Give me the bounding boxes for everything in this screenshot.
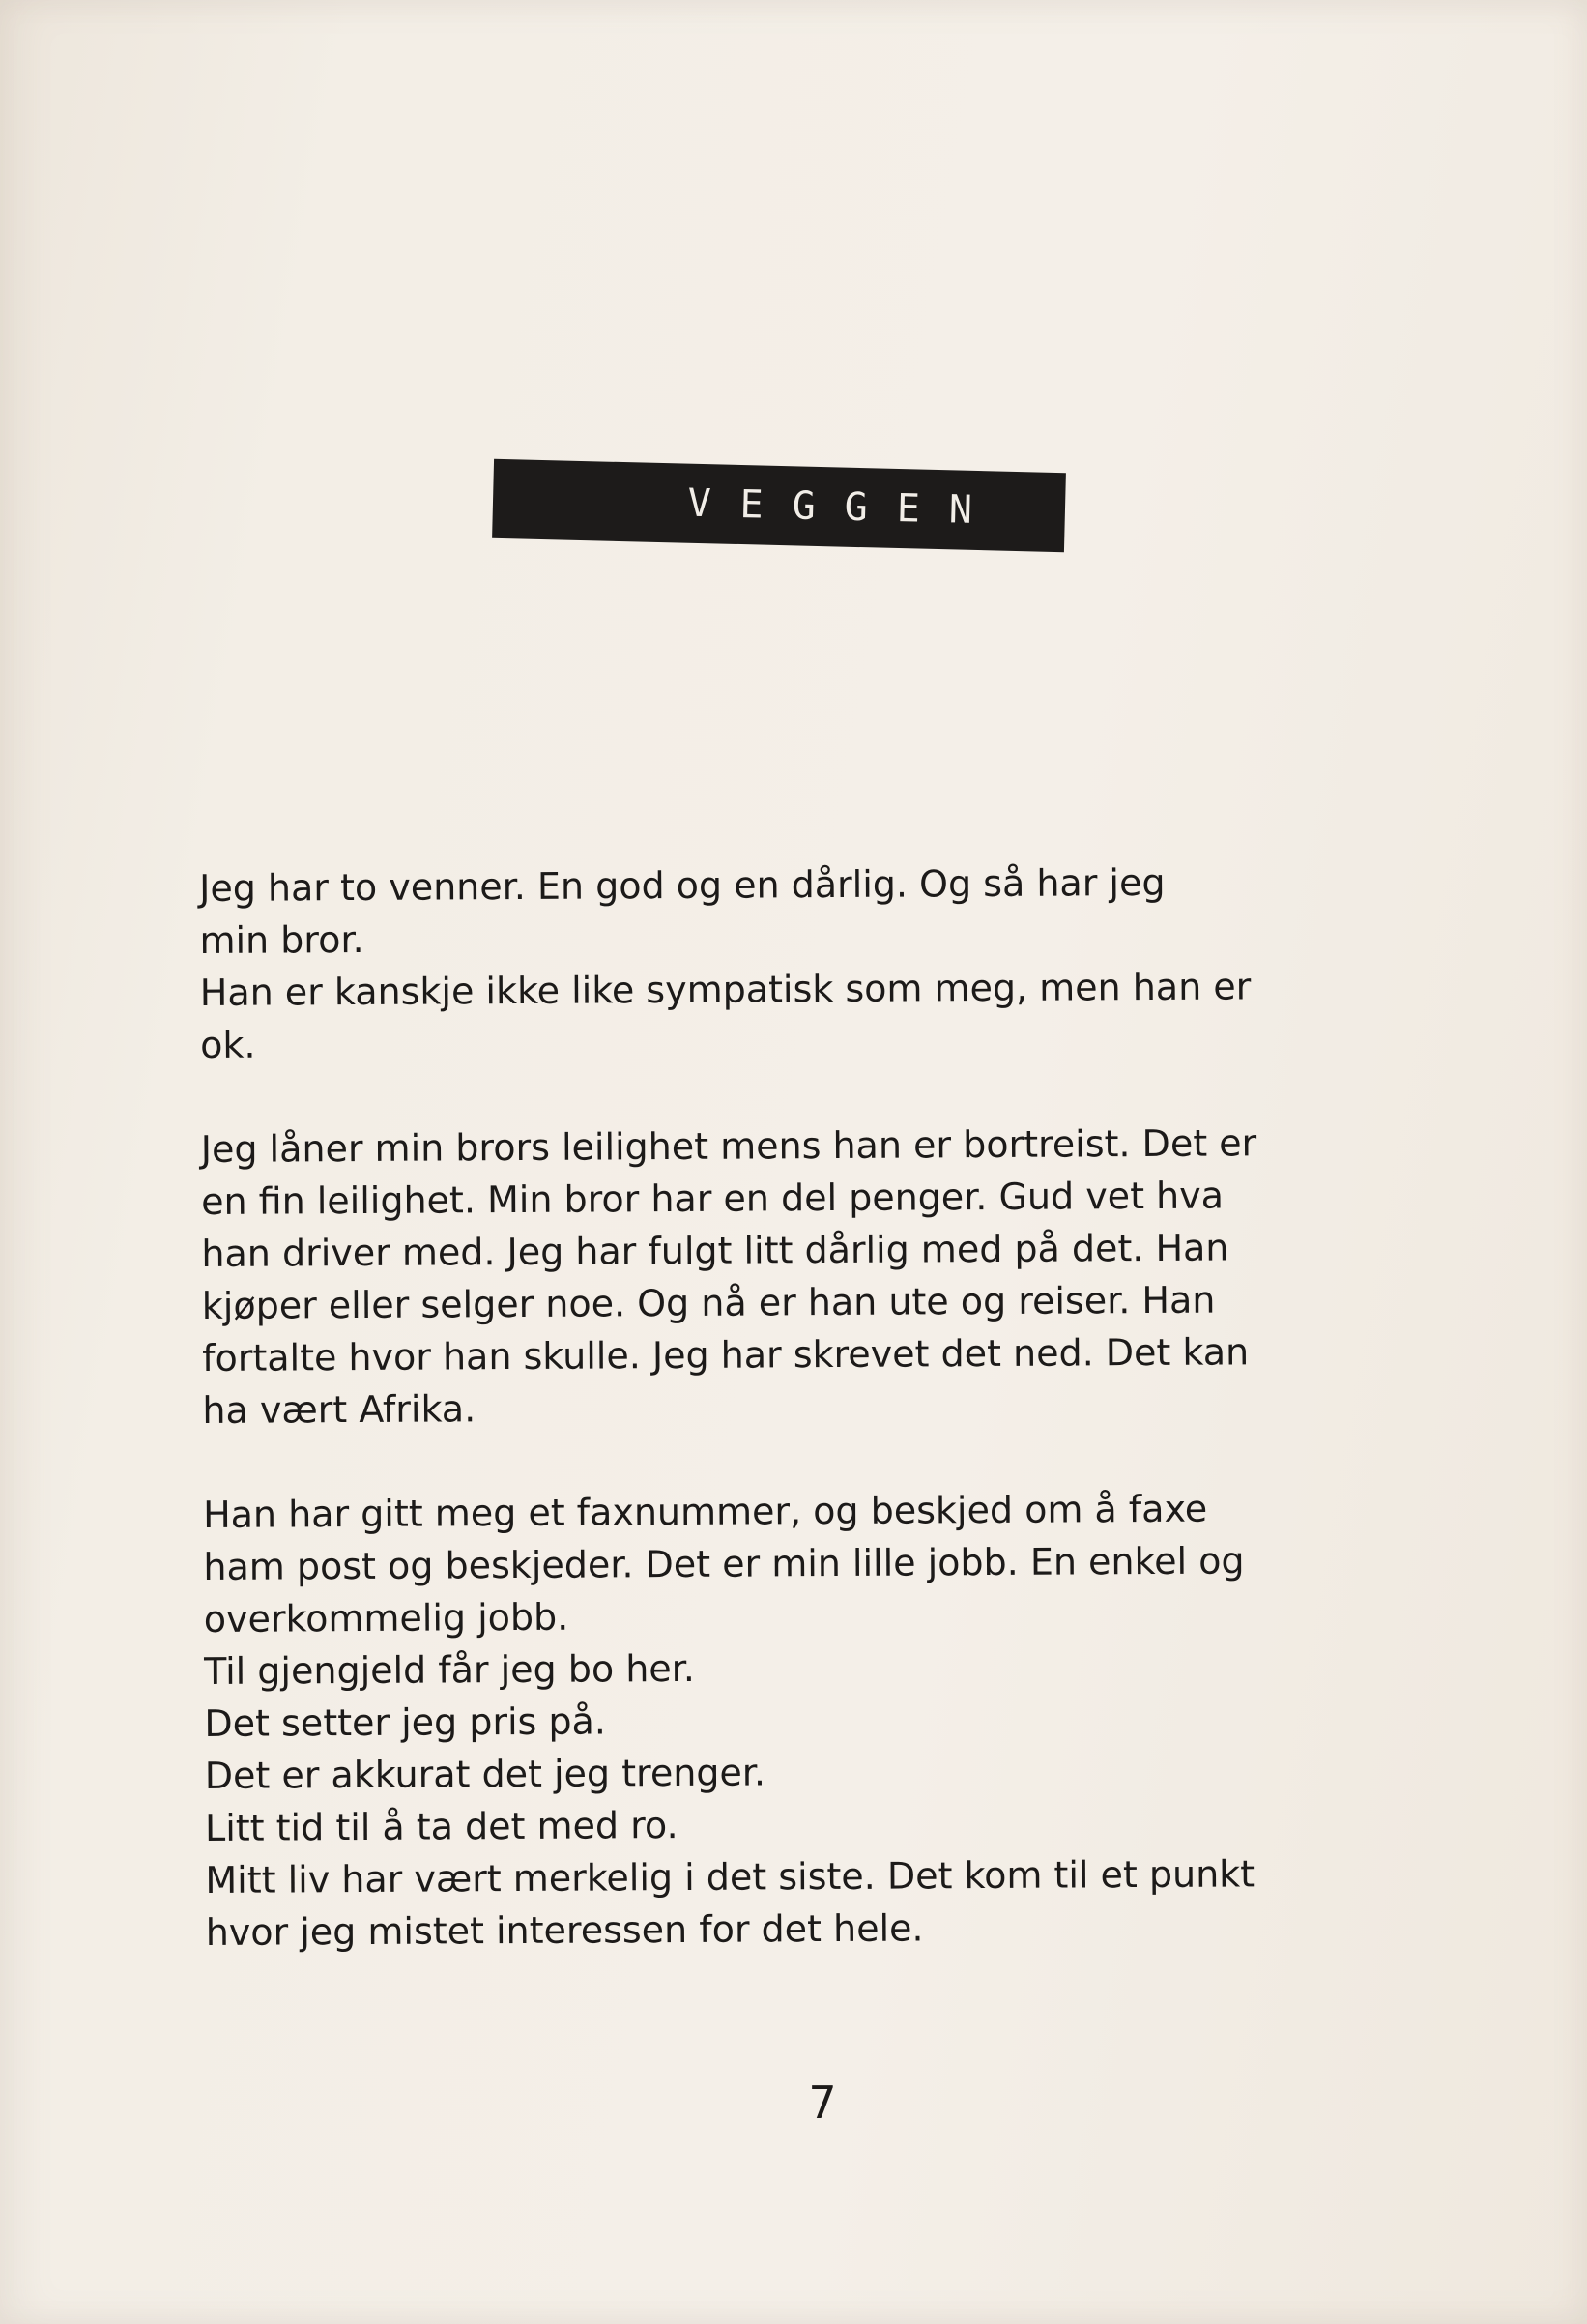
text-line: min bror.: [199, 917, 364, 962]
body-text: [199, 856, 1366, 1959]
text-line: ok.: [200, 1023, 256, 1066]
text-line: Jeg låner min brors leilighet mens han er bortreist. Det er: [200, 1121, 1257, 1171]
paragraph-2: [201, 1117, 1363, 1437]
text-line: han driver med. Jeg har fulgt litt dårlig med på det. Han: [201, 1226, 1229, 1275]
text-line: Til gjengjeld får jeg bo her.: [203, 1646, 696, 1693]
text-line: Litt tid til å ta det med ro.: [204, 1803, 678, 1849]
text-line: Jeg har to venner. En god og en dårlig. Og så har jeg: [199, 860, 1166, 910]
paragraph-3: [203, 1482, 1366, 1959]
text-line: hvor jeg mistet interessen for det hele.: [205, 1906, 924, 1954]
text-line: ha vært Afrika.: [202, 1387, 476, 1432]
text-line: Mitt liv har vært merkelig i det siste. Det kom til et punkt: [205, 1852, 1255, 1902]
chapter-title: VEGGEN: [686, 480, 1002, 534]
text-line: Han er kanskje ikke like sympatisk som meg, men han er: [199, 965, 1252, 1014]
text-line: Det er akkurat det jeg trenger.: [204, 1751, 766, 1797]
text-line: kjøper eller selger noe. Og nå er han ute og reiser. Han: [201, 1278, 1216, 1327]
text-line: en fin leilighet. Min bror har en del penger. Gud vet hva: [201, 1174, 1225, 1223]
chapter-title-label: [492, 459, 1066, 552]
text-line: ham post og beskjeder. Det er min lille jobb. En enkel og: [203, 1539, 1245, 1588]
text-line: Det setter jeg pris på.: [204, 1699, 607, 1745]
text-line: overkommelig jobb.: [203, 1595, 569, 1641]
paragraph-1: [199, 856, 1360, 1071]
text-line: fortalte hvor han skulle. Jeg har skrevet det ned. Det kan: [201, 1330, 1250, 1380]
text-line: Han har gitt meg et faxnummer, og beskjed om å faxe: [202, 1487, 1208, 1536]
page-number: 7: [808, 2077, 837, 2129]
